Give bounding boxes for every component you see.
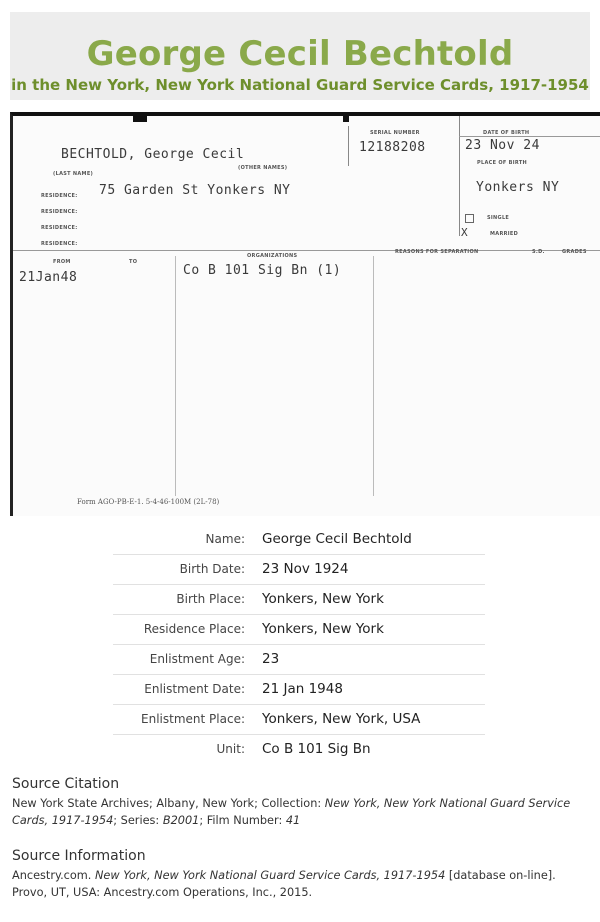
- detail-row: [113, 645, 485, 675]
- collection-subtitle: in the New York, New York National Guard Service Cards, 1917-1954: [11, 76, 589, 94]
- date-of-birth-label: DATE OF BIRTH: [483, 130, 530, 136]
- married-label: MARRIED: [490, 231, 519, 237]
- serial-number-label: SERIAL NUMBER: [370, 130, 420, 136]
- detail-label: Residence Place:: [143, 622, 245, 636]
- detail-label: Enlistment Date:: [144, 682, 245, 696]
- detail-row: [113, 735, 485, 764]
- detail-label: Enlistment Place:: [141, 712, 245, 726]
- reasons-for-separation-label: REASONS FOR SEPARATION: [395, 249, 479, 255]
- sd-label: S.D.: [532, 249, 545, 255]
- detail-value: 23 Nov 1924: [262, 561, 349, 577]
- source-information: [12, 848, 592, 901]
- last-name-label: (LAST NAME): [53, 171, 94, 177]
- married-mark: X: [461, 226, 469, 239]
- detail-row: [113, 525, 485, 555]
- detail-row: [113, 615, 485, 645]
- detail-label: Name:: [205, 532, 245, 546]
- other-names-label: (OTHER NAMES): [238, 165, 288, 171]
- source-information-heading: Source Information: [12, 848, 146, 864]
- typed-residence: 75 Garden St Yonkers NY: [99, 183, 291, 198]
- record-header: [10, 12, 590, 100]
- detail-label: Birth Date:: [179, 562, 245, 576]
- to-label: TO: [129, 259, 138, 265]
- card-rule: [348, 126, 349, 166]
- card-rule: [175, 256, 176, 496]
- residence-label: RESIDENCE:: [41, 225, 78, 231]
- scan-edge-mark: [133, 112, 147, 122]
- typed-place-of-birth: Yonkers NY: [476, 180, 560, 195]
- residence-label: RESIDENCE:: [41, 209, 78, 215]
- detail-value: George Cecil Bechtold: [262, 531, 412, 547]
- detail-value: Co B 101 Sig Bn: [262, 741, 371, 757]
- detail-value: 23: [262, 651, 280, 667]
- source-citation-text: New York State Archives; Albany, New York; Collection: New York, New York National Guard Service Cards, 1917-1954; Series: B2001; Film Number: 41: [12, 797, 571, 827]
- typed-name: BECHTOLD, George Cecil: [61, 147, 245, 162]
- page-title: George Cecil Bechtold: [86, 34, 514, 74]
- scan-edge-mark: [343, 112, 349, 122]
- detail-value: Yonkers, New York: [262, 621, 384, 637]
- single-label: SINGLE: [487, 215, 510, 221]
- record-details-table: [113, 525, 485, 764]
- detail-value: 21 Jan 1948: [262, 681, 343, 697]
- detail-row: [113, 675, 485, 705]
- source-information-text: Ancestry.com. New York, New York National Guard Service Cards, 1917-1954 [database on-line]. Provo, UT, USA: Ancestry.com Operations, Inc., 2015.: [12, 869, 556, 899]
- detail-row: [113, 705, 485, 735]
- service-card-image: [10, 112, 600, 516]
- detail-value: Yonkers, New York: [262, 591, 384, 607]
- card-rule: [373, 256, 374, 496]
- organizations-label: ORGANIZATIONS: [247, 253, 298, 259]
- detail-label: Birth Place:: [176, 592, 245, 606]
- detail-label: Enlistment Age:: [149, 652, 245, 666]
- card-rule: [459, 116, 460, 236]
- typed-from-date: 21Jan48: [19, 270, 78, 285]
- detail-label: Unit:: [216, 742, 245, 756]
- typed-date-of-birth: 23 Nov 24: [465, 138, 540, 153]
- detail-value: Yonkers, New York, USA: [262, 711, 421, 727]
- typed-serial-number: 12188208: [359, 140, 426, 155]
- source-citation: [12, 776, 592, 829]
- place-of-birth-label: PLACE OF BIRTH: [477, 160, 528, 166]
- from-label: FROM: [53, 259, 71, 265]
- detail-row: [113, 555, 485, 585]
- card-rule: [13, 250, 600, 251]
- residence-label: RESIDENCE:: [41, 193, 78, 199]
- single-checkbox: [465, 214, 474, 223]
- source-citation-heading: Source Citation: [12, 776, 120, 792]
- typed-organization: Co B 101 Sig Bn (1): [183, 263, 342, 278]
- form-number: Form AGO-PB-E-1. 5-4-46-100M (2L-78): [77, 498, 220, 506]
- card-rule: [459, 136, 600, 137]
- grades-label: GRADES: [562, 249, 587, 255]
- detail-row: [113, 585, 485, 615]
- residence-label: RESIDENCE:: [41, 241, 78, 247]
